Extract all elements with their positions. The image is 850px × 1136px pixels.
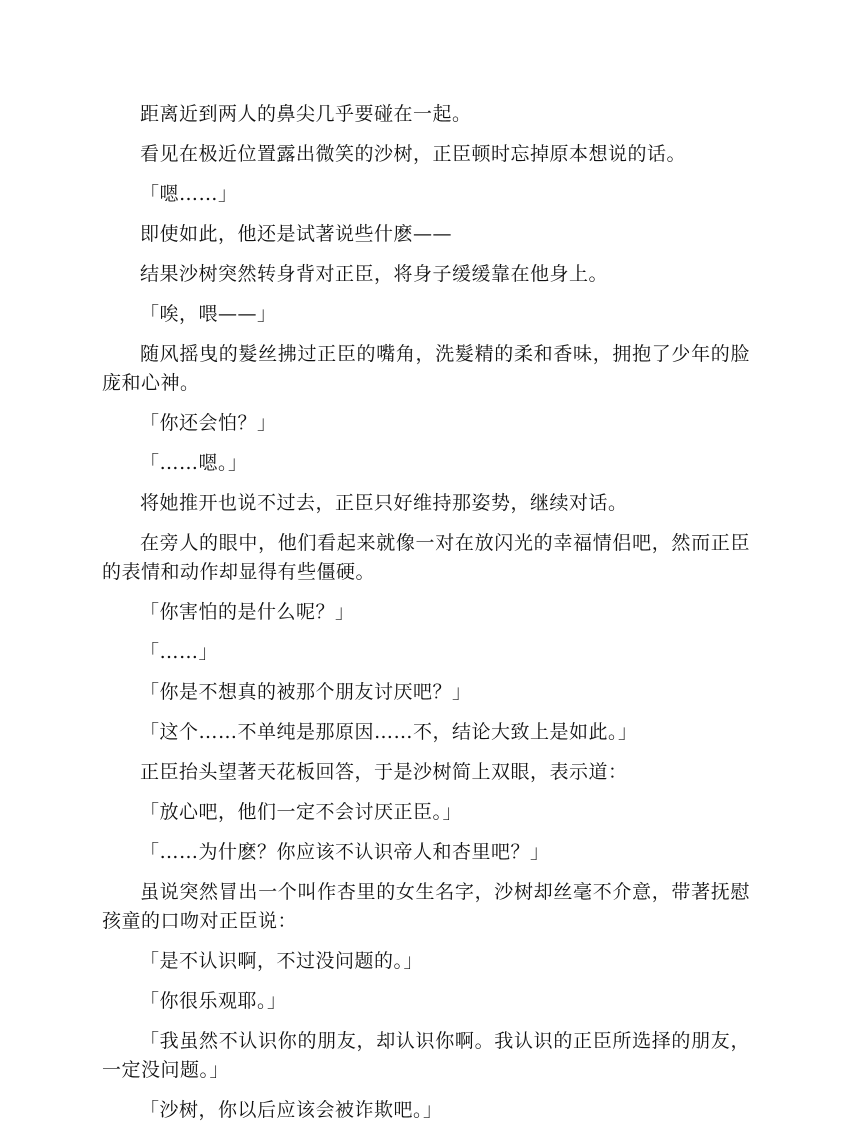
paragraph: 「你是不想真的被那个朋友讨厌吧？」 (140, 681, 472, 703)
paragraph: 「你害怕的是什么呢？」 (140, 601, 355, 623)
paragraph: 「……为什麽？你应该不认识帝人和杏里吧？」 (140, 841, 550, 863)
paragraph: 「你很乐观耶。」 (140, 990, 287, 1012)
paragraph: 结果沙树突然转身背对正臣，将身子缓缓靠在他身上。 (140, 263, 609, 285)
paragraph: 虽说突然冒出一个叫作杏里的女生名字，沙树却丝毫不介意，带著抚慰孩童的口吻对正臣说： (102, 881, 750, 932)
paragraph: 「唉，喂——」 (140, 303, 277, 325)
paragraph: 「这个……不单纯是那原因……不，结论大致上是如此。」 (140, 721, 638, 743)
paragraph: 「我虽然不认识你的朋友，却认识你啊。我认识的正臣所选择的朋友，一定没问题。」 (102, 1030, 750, 1081)
paragraph: 「嗯……」 (140, 183, 238, 205)
paragraph: 将她推开也说不过去，正臣只好维持那姿势，继续对话。 (140, 492, 628, 514)
paragraph: 「你还会怕？」 (140, 412, 277, 434)
paragraph: 在旁人的眼中，他们看起来就像一对在放闪光的幸福情侣吧，然而正臣的表情和动作却显得有些僵硬。 (102, 532, 750, 583)
paragraph: 「……嗯。」 (140, 452, 248, 474)
paragraph: 看见在极近位置露出微笑的沙树，正臣顿时忘掉原本想说的话。 (140, 143, 687, 165)
paragraph: 距离近到两人的鼻尖几乎要碰在一起。 (140, 103, 472, 125)
paragraph: 「……」 (140, 641, 219, 663)
body-text (102, 100, 750, 1136)
paragraph: 正臣抬头望著天花板回答，于是沙树简上双眼，表示道： (140, 761, 628, 783)
paragraph: 「放心吧，他们一定不会讨厌正臣。」 (140, 801, 463, 823)
paragraph: 「是不认识啊，不过没问题的。」 (140, 950, 424, 972)
paragraph: 随风摇曳的髮丝拂过正臣的嘴角，洗髮精的柔和香味，拥抱了少年的脸庞和心神。 (102, 343, 750, 394)
paragraph: 即使如此，他还是试著说些什麽—— (140, 223, 453, 245)
paragraph: 「沙树，你以后应该会被诈欺吧。」 (140, 1099, 443, 1121)
